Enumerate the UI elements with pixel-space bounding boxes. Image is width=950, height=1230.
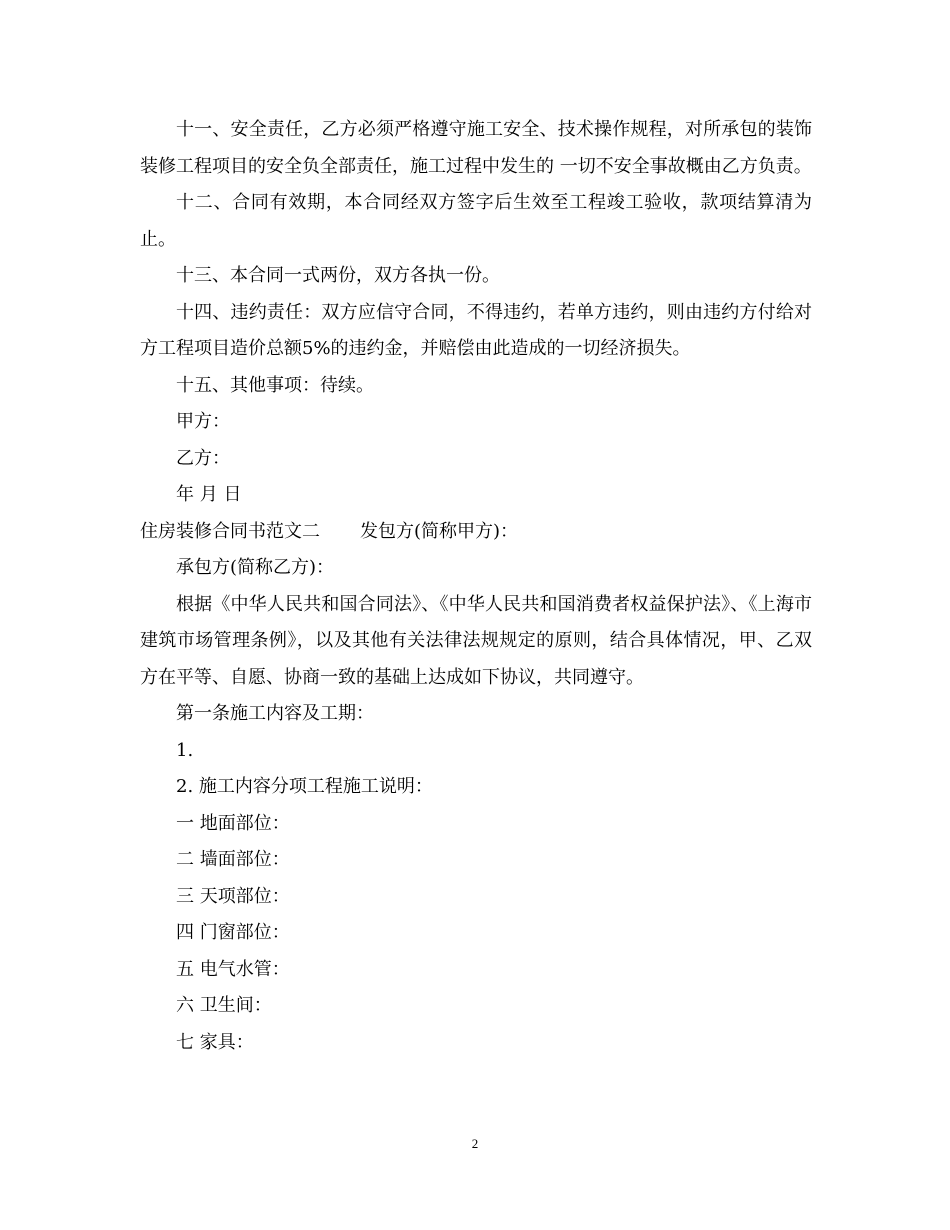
- party-b-signature-line: 乙方：: [176, 447, 230, 469]
- section-title: 住房装修合同书范文二: [140, 520, 320, 542]
- date-line: 年 月 日: [176, 484, 242, 505]
- section-title-line: [140, 514, 812, 551]
- item-furniture: 七 家具：: [176, 1031, 254, 1053]
- preamble-paragraph: 根据《中华人民共和国合同法》、《中华人民共和国消费者权益保护法》、《上海市建筑市场管理条例》，以及其他有关法律法规规定的原则，结合具体情况，甲、乙双方在平等、自愿、协商一致的基础上达成如下协议，共同遵守。: [140, 593, 812, 688]
- clause-12-validity: 十二、合同有效期，本合同经双方签字后生效至工程竣工验收，款项结算清为止。: [140, 192, 812, 250]
- clause-11-safety: 十一、安全责任，乙方必须严格遵守施工安全、技术操作规程，对所承包的装饰装修工程项目的安全负全部责任，施工过程中发生的 一切不安全事故概由乙方负责。: [140, 119, 812, 177]
- item-doors-windows: 四 门窗部位：: [176, 922, 290, 943]
- clause-14-breach: 十四、违约责任：双方应信守合同，不得违约，若单方违约，则由违约方付给对方工程项目造价总额5%的违约金，并赔偿由此造成的一切经济损失。: [140, 301, 812, 359]
- item-ceiling: 三 天项部位：: [176, 885, 290, 907]
- page-number: 2: [471, 1136, 479, 1151]
- article-1-heading: 第一条施工内容及工期：: [176, 703, 374, 724]
- list-item-1: 1.: [176, 739, 194, 761]
- list-item-2: 2. 施工内容分项工程施工说明：: [176, 776, 433, 797]
- clause-13-copies: 十三、本合同一式两份，双方各执一份。: [176, 265, 500, 286]
- item-floor: 一 地面部位：: [176, 812, 290, 834]
- item-electrical-plumbing: 五 电气水管：: [176, 958, 290, 980]
- item-wall: 二 墙面部位：: [176, 849, 290, 870]
- employer-label: 发包方(简称甲方)：: [360, 520, 519, 542]
- item-bathroom: 六 卫生间：: [176, 995, 272, 1016]
- contractor-label: 承包方(简称乙方)：: [176, 557, 335, 578]
- document-body: [140, 112, 812, 1061]
- party-a-signature-line: 甲方：: [176, 411, 230, 432]
- clause-15-other: 十五、其他事项：待续。: [176, 374, 374, 396]
